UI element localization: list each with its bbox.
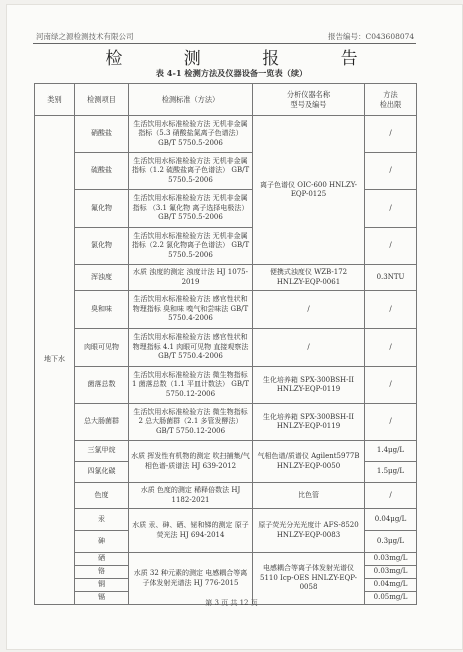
limit-cell: 0.04μg/L bbox=[365, 509, 417, 531]
item-cell: 四氯化碳 bbox=[75, 462, 129, 483]
standard-cell: 水质 色度的测定 稀释倍数法 HJ 1182-2021 bbox=[129, 483, 253, 509]
instrument-cell: 电感耦合等离子体发射光谱仪 5110 Icp-OES HNLZY-EQP-0058 bbox=[253, 553, 365, 605]
report-title: 检 测 报 告 bbox=[105, 49, 386, 69]
instrument-cell: 离子色谱仪 OIC-600 HNLZY-EQP-0125 bbox=[253, 116, 365, 265]
limit-cell: / bbox=[365, 329, 417, 367]
instrument-cell: 原子荧光分光光度计 AFS-8520 HNLZY-EQP-0083 bbox=[253, 509, 365, 553]
limit-cell: 0.03mg/L bbox=[365, 566, 417, 579]
table-row bbox=[35, 441, 417, 462]
standard-cell: 生活饮用水标准检验方法 无机非金属指标（5.3 硝酸盐氮离子色谱法） GB/T 5750.5-2006 bbox=[129, 116, 253, 153]
item-cell: 总大肠菌群 bbox=[75, 404, 129, 441]
instrument-cell: / bbox=[253, 329, 365, 367]
col-limit: 方法 检出限 bbox=[365, 84, 417, 116]
limit-cell: 1.4μg/L bbox=[365, 441, 417, 462]
standard-cell: 生活饮用水标准检验方法 感官性状和物理指标 4.1 肉眼可见物 直接观察法 GB/T 5750.4-2006 bbox=[129, 329, 253, 367]
item-cell: 镉 bbox=[75, 592, 129, 605]
standard-cell: 生活饮用水标准检验方法 无机非金属指标（2.2 氯化物离子色谱法） GB/T 5750.5-2006 bbox=[129, 228, 253, 265]
item-cell: 铜 bbox=[75, 579, 129, 592]
methods-table bbox=[34, 83, 417, 605]
limit-cell: / bbox=[365, 190, 417, 228]
table-row bbox=[35, 509, 417, 531]
item-cell: 菌落总数 bbox=[75, 367, 129, 404]
col-standard: 检测标准（方法） bbox=[129, 84, 253, 116]
instrument-cell: 比色管 bbox=[253, 483, 365, 509]
item-cell: 臭和味 bbox=[75, 291, 129, 329]
standard-cell: 水质 32 种元素的测定 电感耦合等离子体发射光谱法 HJ 776-2015 bbox=[129, 553, 253, 605]
category-cell: 地下水 bbox=[35, 116, 75, 605]
limit-cell: / bbox=[365, 291, 417, 329]
limit-cell: 0.3NTU bbox=[365, 265, 417, 291]
standard-cell: 水质 浊度的测定 浊度计法 HJ 1075-2019 bbox=[129, 265, 253, 291]
item-cell: 氟化物 bbox=[75, 190, 129, 228]
standard-cell: 生活饮用水标准检验方法 微生物指标 2 总大肠菌群（2.1 多管发酵法） GB/T 5750.12-2006 bbox=[129, 404, 253, 441]
limit-cell: 0.05mg/L bbox=[365, 592, 417, 605]
item-cell: 汞 bbox=[75, 509, 129, 531]
table-row bbox=[35, 291, 417, 329]
table-row bbox=[35, 367, 417, 404]
item-cell: 硝酸盐 bbox=[75, 116, 129, 153]
page-number: 第 3 页 共 12 页 bbox=[205, 599, 258, 607]
limit-cell: / bbox=[365, 228, 417, 265]
standard-cell: 生活饮用水标准检验方法 微生物指标 1 菌落总数（1.1 平皿计数法） GB/T 5750.12-2006 bbox=[129, 367, 253, 404]
table-title: 表 4-1 检测方法及仪器设备一览表（续） bbox=[155, 68, 308, 78]
limit-cell: 0.03mg/L bbox=[365, 553, 417, 566]
standard-cell: 生活饮用水标准检验方法 无机非金属指标 （3.1 氟化物 离子选择电极法） GB/T 5750.5-2006 bbox=[129, 190, 253, 228]
item-cell: 砷 bbox=[75, 531, 129, 553]
col-instrument: 分析仪器名称 型号及编号 bbox=[253, 84, 365, 116]
instrument-cell: 生化培养箱 SPX-300BSH-II HNLZY-EQP-0119 bbox=[253, 404, 365, 441]
item-cell: 氯化物 bbox=[75, 228, 129, 265]
item-cell: 三氯甲烷 bbox=[75, 441, 129, 462]
table-row bbox=[35, 265, 417, 291]
item-cell: 浑浊度 bbox=[75, 265, 129, 291]
table-row bbox=[35, 116, 417, 153]
standard-cell: 生活饮用水标准检验方法 感官性状和物理指标 臭和味 嗅气和尝味法 GB/T 5750.4-2006 bbox=[129, 291, 253, 329]
table-header-row bbox=[35, 84, 417, 116]
standard-cell: 水质 挥发性有机物的测定 吹扫捕集/气相色谱-质谱法 HJ 639-2012 bbox=[129, 441, 253, 483]
instrument-cell: 生化培养箱 SPX-300BSH-II HNLZY-EQP-0119 bbox=[253, 367, 365, 404]
table-row bbox=[35, 404, 417, 441]
limit-cell: / bbox=[365, 404, 417, 441]
limit-cell: / bbox=[365, 367, 417, 404]
limit-cell: 0.04mg/L bbox=[365, 579, 417, 592]
col-category: 类别 bbox=[35, 84, 75, 116]
limit-cell: 0.3μg/L bbox=[365, 531, 417, 553]
report-number: 报告编号：C043608074 bbox=[328, 32, 415, 41]
limit-cell: / bbox=[365, 153, 417, 190]
instrument-cell: 气相色谱/质谱仪 Agilent5977B HNLZY-EQP-0050 bbox=[253, 441, 365, 483]
instrument-cell: / bbox=[253, 291, 365, 329]
limit-cell: / bbox=[365, 483, 417, 509]
item-cell: 肉眼可见物 bbox=[75, 329, 129, 367]
standard-cell: 生活饮用水标准检验方法 无机非金属指标（1.2 硫酸盐离子色谱法） GB/T 5750.5-2006 bbox=[129, 153, 253, 190]
col-item: 检测项目 bbox=[75, 84, 129, 116]
instrument-cell: 便携式浊度仪 WZB-172 HNLZY-EQP-0061 bbox=[253, 265, 365, 291]
limit-cell: 1.5μg/L bbox=[365, 462, 417, 483]
item-cell: 铬 bbox=[75, 566, 129, 579]
company-name: 河南绿之源检测技术有限公司 bbox=[36, 32, 134, 41]
item-cell: 硒 bbox=[75, 553, 129, 566]
item-cell: 硫酸盐 bbox=[75, 153, 129, 190]
limit-cell: / bbox=[365, 116, 417, 153]
table-row bbox=[35, 329, 417, 367]
table-row bbox=[35, 553, 417, 566]
item-cell: 色度 bbox=[75, 483, 129, 509]
table-row bbox=[35, 483, 417, 509]
standard-cell: 水质 汞、砷、硒、铋和锑的测定 原子荧光法 HJ 694-2014 bbox=[129, 509, 253, 553]
